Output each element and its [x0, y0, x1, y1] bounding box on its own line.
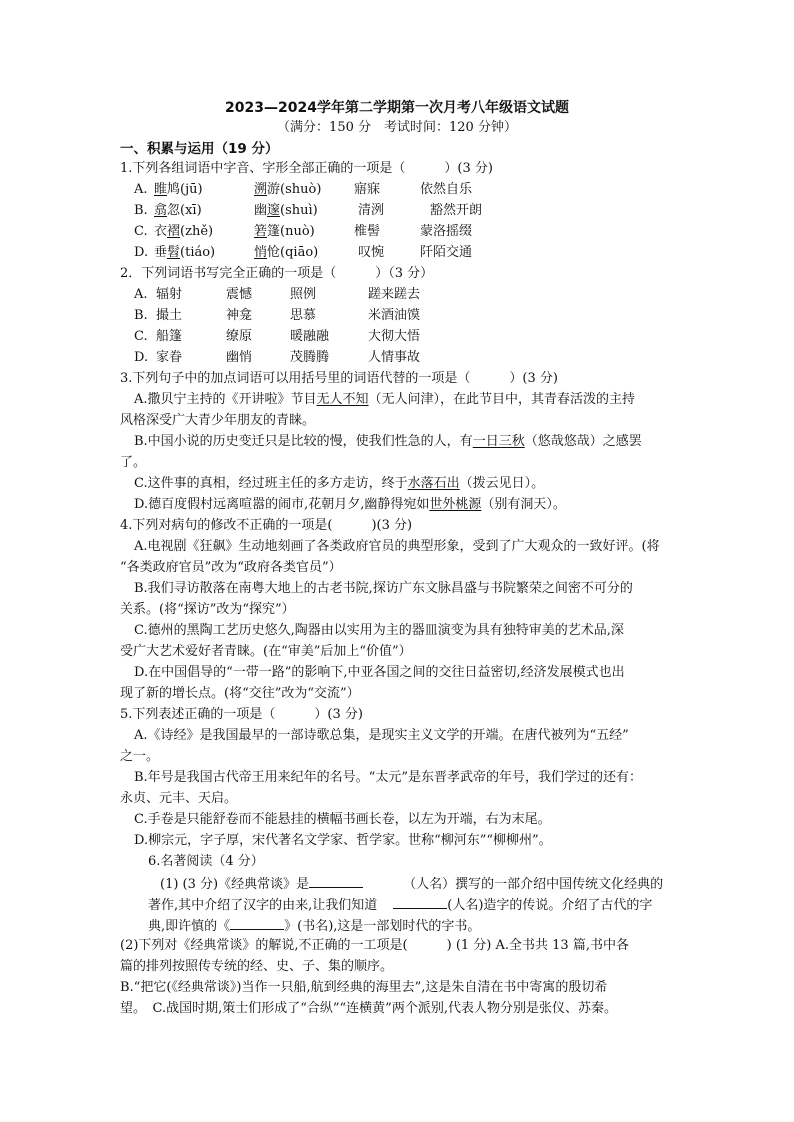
word: 大彻大悟	[368, 329, 421, 344]
q6-part2-line2: 篇的排列按照传专统的经、史、子、集的顺序。	[120, 959, 394, 974]
word: 茂腾腾	[290, 350, 330, 365]
q3-option-b-line1	[134, 432, 642, 452]
word: 蹉来蹉去	[368, 287, 421, 302]
q2-option-c	[134, 327, 694, 347]
text: (1) (3 分)《经典常谈》是	[160, 877, 310, 892]
text: （拨云见日）。	[459, 476, 545, 491]
word: 幽	[254, 203, 268, 218]
q4-option-b-line2: 关系。(将“探访”改为“探究”）	[120, 602, 295, 617]
q3-option-a-line2: 风格深受广大青少年朋友的青睐。	[120, 413, 316, 428]
word: 叹惋	[358, 245, 385, 260]
q4-option-d-line2: 现了新的增长点。(将“交往”改为“交流”）	[120, 686, 360, 701]
option-label: B.	[134, 203, 148, 218]
option-label: A.	[134, 182, 148, 197]
q3-option-a-line1	[134, 390, 635, 410]
word: 神龛	[226, 308, 253, 323]
word: 震憾	[226, 287, 253, 302]
q4-option-d-line1: D.在中国倡导的“一带一路”的影响下,中亚各国之间的交往日益密切,经济发展模式也出	[134, 665, 625, 680]
answer-blank[interactable]	[309, 873, 363, 888]
word: 家眷	[156, 350, 183, 365]
word: 椎髻	[354, 224, 381, 239]
underlined-phrase: 水落石出	[407, 476, 460, 491]
answer-blank[interactable]	[393, 894, 447, 909]
underlined-char: 悄	[254, 245, 268, 260]
q4-option-c-line1: C.德州的黑陶工艺历史悠久,陶器由以实用为主的器皿演变为具有独特审美的艺术品,深	[134, 623, 624, 638]
underlined-char: 溯	[254, 182, 268, 197]
q1-option-c	[134, 222, 694, 242]
word: 幽悄	[226, 350, 253, 365]
q6-part1-line2	[148, 894, 652, 916]
text: 》(书名),这是一部划时代的字书。	[284, 919, 481, 934]
q4-option-b-line1: B.我们寻访散落在南粤大地上的古老书院,探访广东文脉昌盛与书院繁荣之间密不可分的	[134, 581, 633, 596]
q1-stem: 1.下列各组词语中字音、字形全部正确的一项是（ ）(3 分)	[120, 161, 493, 176]
q2-option-b	[134, 306, 694, 326]
underlined-char: 邃	[267, 203, 281, 218]
q6-part2-line1: (2)下列对《经典常谈》的解说,不正确的一工项是( ) (1 分) A.全书共 13 篇,书中各	[120, 938, 629, 953]
q4-option-a-line1: A.电视剧《狂飙》生动地刻画了各类政府官员的典型形象，受到了广大观众的一致好评。(将	[134, 539, 660, 554]
text: 典,即许慎的《	[148, 919, 231, 934]
q6-part1-line1	[160, 873, 663, 895]
text: D.德百度假村远离喧嚣的闹市,花朝月夕,幽静得宛如	[134, 497, 430, 512]
underlined-char: 翕	[154, 203, 168, 218]
underlined-char: 褶	[167, 224, 181, 239]
q5-option-b-line1: B.年号是我国古代帝王用来纪年的名号。“太元”是东晋孝武帝的年号，我们学过的还有：	[134, 770, 642, 785]
word: 蒙洛摇缀	[420, 224, 473, 239]
option-label: C.	[134, 224, 148, 239]
word: 人情事故	[368, 350, 421, 365]
option-label: C.	[134, 329, 148, 344]
option-label: D.	[134, 245, 149, 260]
text: （人名）撰写的一部介绍中国传统文化经典的	[403, 877, 664, 892]
word: 豁然开朗	[430, 203, 483, 218]
q2-stem: 2．下列词语书写完全正确的一项是（ ）（3 分）	[120, 266, 434, 281]
word: (tiáo)	[180, 245, 216, 260]
exam-subtitle: （满分：150 分 考试时间：120 分钟）	[277, 120, 517, 135]
underlined-char: 睢	[154, 182, 168, 197]
word: 游(shuò)	[267, 182, 322, 197]
q6-stem: 6.名著阅读（4 分）	[148, 854, 264, 869]
underlined-phrase: 无人不知	[316, 392, 369, 407]
word: 寤寐	[354, 182, 381, 197]
word: 篷(nuò)	[267, 224, 315, 239]
q3-stem: 3.下列句子中的加点词语可以用括号里的词语代替的一项是（ ）(3 分)	[120, 371, 558, 386]
q6-part2-line3: B.“把它(《经典常谈》)当作一只船,航到经典的海里去”,这是朱自清在书中寄寓的殷切希	[120, 980, 608, 995]
word: 清洌	[358, 203, 385, 218]
q3-option-d	[134, 495, 566, 515]
underlined-phrase: 一日三秋	[472, 434, 525, 449]
underlined-phrase: 世外桃源	[429, 497, 482, 512]
q5-stem: 5.下列表述正确的一项是（ ）(3 分)	[120, 707, 363, 722]
q5-option-a-line1: A.《诗经》是我国最早的一部诗歌总集，是现实主义文学的开端。在唐代被列为“五经”	[134, 728, 629, 743]
word: 忽(xī)	[167, 203, 202, 218]
word: 依然自乐	[420, 182, 473, 197]
q5-option-b-line2: 永贞、元丰、天启。	[120, 791, 238, 806]
word: 垂	[154, 245, 168, 260]
text: (人名)造字的传说。介绍了古代的字	[447, 898, 653, 913]
text: 著作,其中介绍了汉字的由来,让我们知道	[148, 898, 378, 913]
q5-option-d: D.柳宗元，字子厚，宋代著名文学家、哲学家。世称“柳河东”“柳柳州”。	[134, 833, 552, 848]
q2-option-d	[134, 348, 694, 368]
text: （别有洞天）。	[481, 497, 566, 512]
option-label: B.	[134, 308, 148, 323]
exam-title: 2023—2024学年第二学期第一次月考八年级语文试题	[225, 100, 569, 116]
word: (zhě)	[180, 224, 214, 239]
q5-option-a-line2: 之一。	[120, 749, 160, 764]
text: （无人问津），在此节目中，其青春活泼的主持	[368, 392, 636, 407]
word: 怆(qiāo)	[267, 245, 319, 260]
word: 照例	[290, 287, 317, 302]
text: B.中国小说的历史变迁只是比较的慢，使我们性急的人，有	[134, 434, 473, 449]
text: A.撒贝宁主持的《开讲啦》节目	[134, 392, 317, 407]
q6-part2-line4: 望。 C.战国时期,策士们形成了“合纵”“连横黄”两个派别,代表人物分别是张仪、苏秦。	[120, 1001, 617, 1016]
q3-option-c	[134, 474, 544, 494]
word: 缭原	[226, 329, 253, 344]
text: C.这件事的真相，经过班主任的多方走访，终于	[134, 476, 408, 491]
word: 辐射	[156, 287, 183, 302]
q5-option-c: C.手卷是只能舒卷而不能悬挂的横幅书画长卷，以左为开端，右为末尾。	[134, 812, 551, 827]
q2-option-a	[134, 285, 694, 305]
answer-blank[interactable]	[230, 915, 284, 930]
underlined-char: 箬	[254, 224, 268, 239]
section-heading: 一、积累与运用（19 分）	[120, 141, 279, 157]
underlined-char: 髫	[167, 245, 181, 260]
word: 鸠(jū)	[167, 182, 203, 197]
q6-part1-line3	[148, 915, 480, 937]
word: 船篷	[156, 329, 183, 344]
q1-option-a	[134, 180, 694, 200]
q3-option-b-line2: 了。	[120, 455, 147, 470]
option-label: D.	[134, 350, 149, 365]
word: 米酒油馍	[368, 308, 421, 323]
word: 衣	[154, 224, 168, 239]
option-label: A.	[134, 287, 148, 302]
q1-option-d	[134, 243, 694, 263]
word: 暖融融	[290, 329, 330, 344]
q4-option-c-line2: 受广大艺术爱好者青睐。(在“审美”后加上“价值”）	[120, 644, 412, 659]
q1-option-b	[134, 201, 694, 221]
text: （悠哉悠哉）之感罢	[524, 434, 642, 449]
word: 思慕	[290, 308, 317, 323]
word: 撮土	[156, 308, 183, 323]
q4-option-a-line2: “各类政府官员”改为“政府各类官员”）	[120, 560, 342, 575]
word: (shuì)	[280, 203, 318, 218]
q4-stem: 4.下列对病句的修改不正确的一项是( )(3 分)	[120, 518, 413, 533]
word: 阡陌交通	[420, 245, 473, 260]
